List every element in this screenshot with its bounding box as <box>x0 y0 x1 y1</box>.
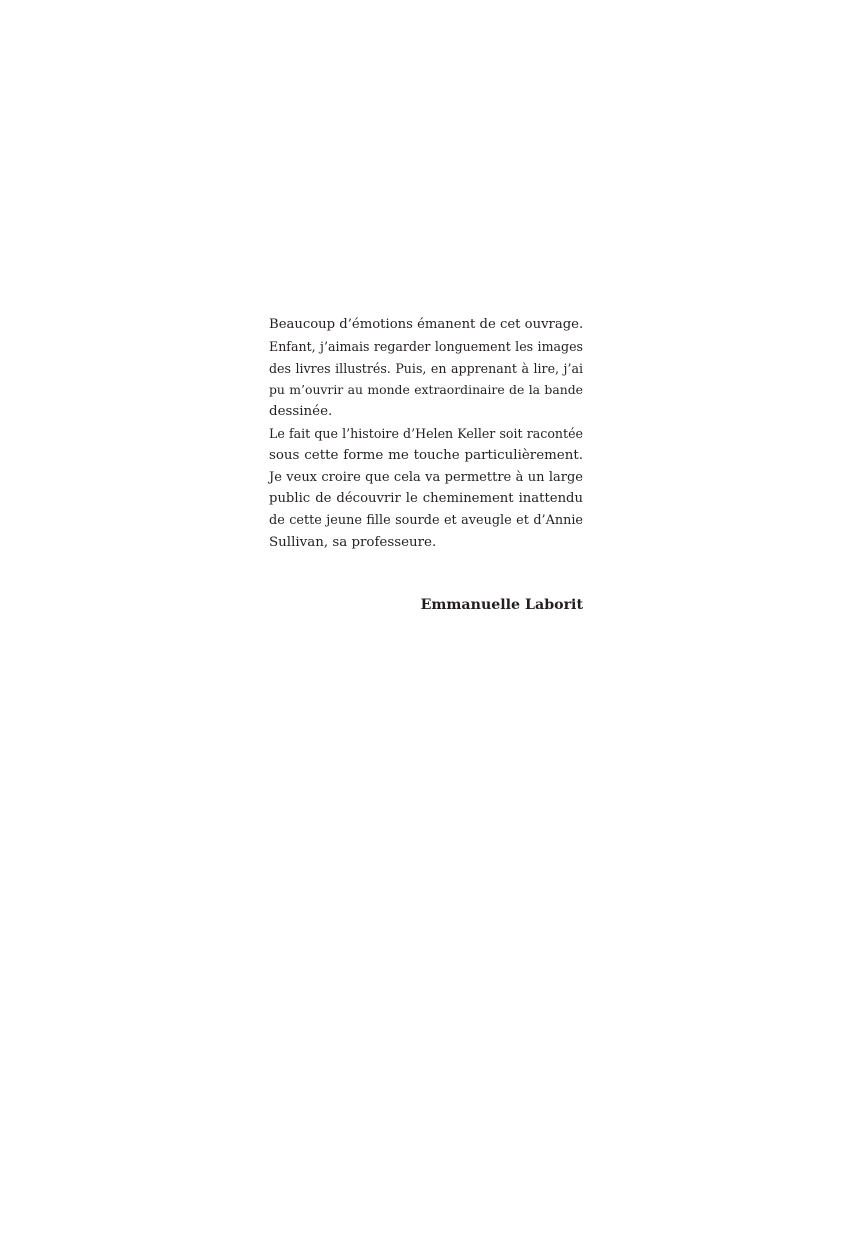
author-signature: Emmanuelle Laborit <box>420 597 583 613</box>
text-line: sous cette forme me touche particulièrement. <box>269 447 583 463</box>
paragraph-2 <box>269 423 583 554</box>
text-line: pu m’ouvrir au monde extraordinaire de la bande <box>269 382 583 398</box>
text-line: des livres illustrés. Puis, en apprenant à lire, j’ai <box>269 360 583 376</box>
preface-text <box>269 314 583 554</box>
text-line: Je veux croire que cela va permettre à un large <box>269 469 583 485</box>
text-line: Le fait que l’histoire d’Helen Keller soit racontée <box>269 425 583 441</box>
text-line: de cette jeune fille sourde et aveugle et d’Annie <box>269 513 583 529</box>
text-line: public de découvrir le cheminement inattendu <box>269 491 583 507</box>
text-line: Beaucoup d’émotions émanent de cet ouvrage. <box>269 317 584 332</box>
paragraph-1 <box>269 314 583 423</box>
text-line: Sullivan, sa professeure. <box>269 534 437 550</box>
text-line: dessinée. <box>269 404 333 420</box>
text-line: Enfant, j’aimais regarder longuement les images <box>269 338 583 354</box>
